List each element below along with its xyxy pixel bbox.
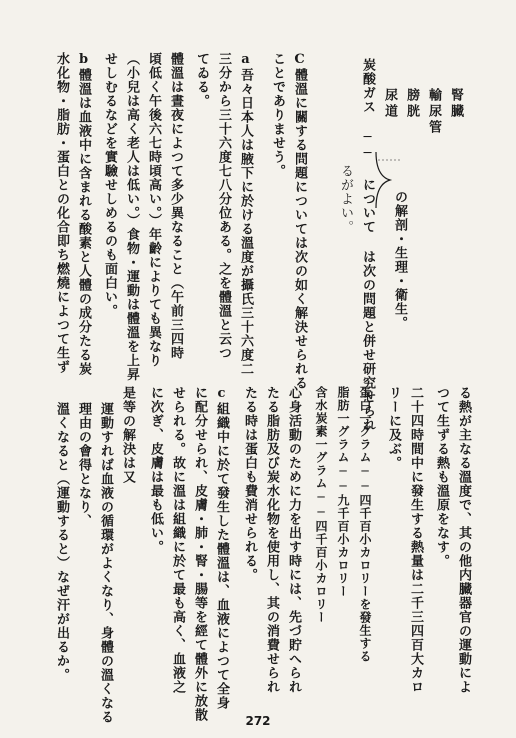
intro-line-2: るがよい。 — [338, 164, 353, 234]
lower-line-11: c組織中に於て發生した體溫は、血液によつて全身 — [214, 386, 229, 710]
organ-suffix: の解剖・生理・衛生。 — [392, 190, 407, 330]
lower-line-15: 是等の解決は又 — [120, 386, 135, 484]
lower-line-8: 心身活動のために力を出す時には、先づ貯へられ — [286, 386, 301, 694]
a-line-3: てゐる。 — [194, 52, 209, 108]
page-number: 272 — [245, 714, 271, 728]
c-heading-2: ことでありませう。 — [270, 52, 285, 178]
intro-line-1: 炭酸ガス ── について は次の問題と併せ研究せられ — [360, 58, 375, 432]
b-line-2: 水化物・脂肪・蛋白との化合即ち燃燒によつて生ず — [54, 52, 69, 374]
lower-line-14: に次ぎ、皮膚は最も低い。 — [148, 386, 163, 554]
lower-line-4: リーに及ぶ。 — [386, 386, 401, 470]
c-heading-1: C體溫に關する問題については次の如く解決せられる — [292, 52, 307, 390]
organ-kidney: 腎臓 — [448, 88, 463, 120]
lower-line-9: たる脂肪及び炭水化物を使用し、其の消費せられ — [264, 386, 279, 694]
organ-bladder: 膀胱 — [404, 88, 419, 120]
lower-line-7: 含水炭素一グラム──四千百小カロリー — [314, 386, 328, 624]
a-line-2: 三分から三十六度七八分位ある。之を體溫と云つ — [216, 52, 231, 360]
lower-line-10: たる時は蛋白も費消せられる。 — [242, 386, 257, 582]
a-line-4: 體溫は晝夜によつて多少異なること（午前三四時 — [168, 52, 183, 360]
organ-ureter: 輸尿管 — [426, 88, 441, 136]
a-line-5: 頃低く午後六七時頃高い。）年齡によりても異なり — [146, 52, 161, 368]
organ-urethra: 尿道 — [382, 88, 397, 120]
a-line-6: （小兒は高く老人は低い。）食物・運動は體溫を上昇 — [124, 52, 139, 382]
lower-line-1: る熱が主なる溫度で、其の他内臓器官の運動によ — [456, 386, 471, 694]
lower-line-13: せられる。故に溫は組織に於て最も高く、血液之 — [170, 386, 185, 694]
lower-line-16: 運動すれば血液の循環がよくなり、身體の溫くなる — [98, 402, 113, 724]
b-line-1: b體溫は血液中に含まれる酸素と人體の成分たる炭 — [76, 52, 91, 376]
lower-line-5: 蛋白一グラム──四千百小カロリーを發生する — [358, 386, 372, 663]
a-line-1: a吾々日本人は腋下に於ける溫度が攝氏三十六度二 — [238, 52, 253, 376]
a-line-7: せしむるなどを實驗せしめるのも面白い。 — [102, 52, 117, 318]
lower-line-3: 二十四時間中に發生する熱量は二千三四百大カロ — [408, 386, 423, 694]
lower-line-2: つて生ずる熱も溫原をなす。 — [434, 386, 449, 568]
lower-line-12: に配分せられ、皮膚・肺・腎・腸等を經て體外に放散 — [192, 386, 207, 722]
lower-line-18: 溫くなると（運動すると）なぜ汗が出るか。 — [54, 402, 69, 682]
lower-line-17: 理由の會得となり、 — [76, 402, 91, 528]
lower-line-6: 脂肪一グラム──九千百小カロリー — [336, 386, 350, 598]
